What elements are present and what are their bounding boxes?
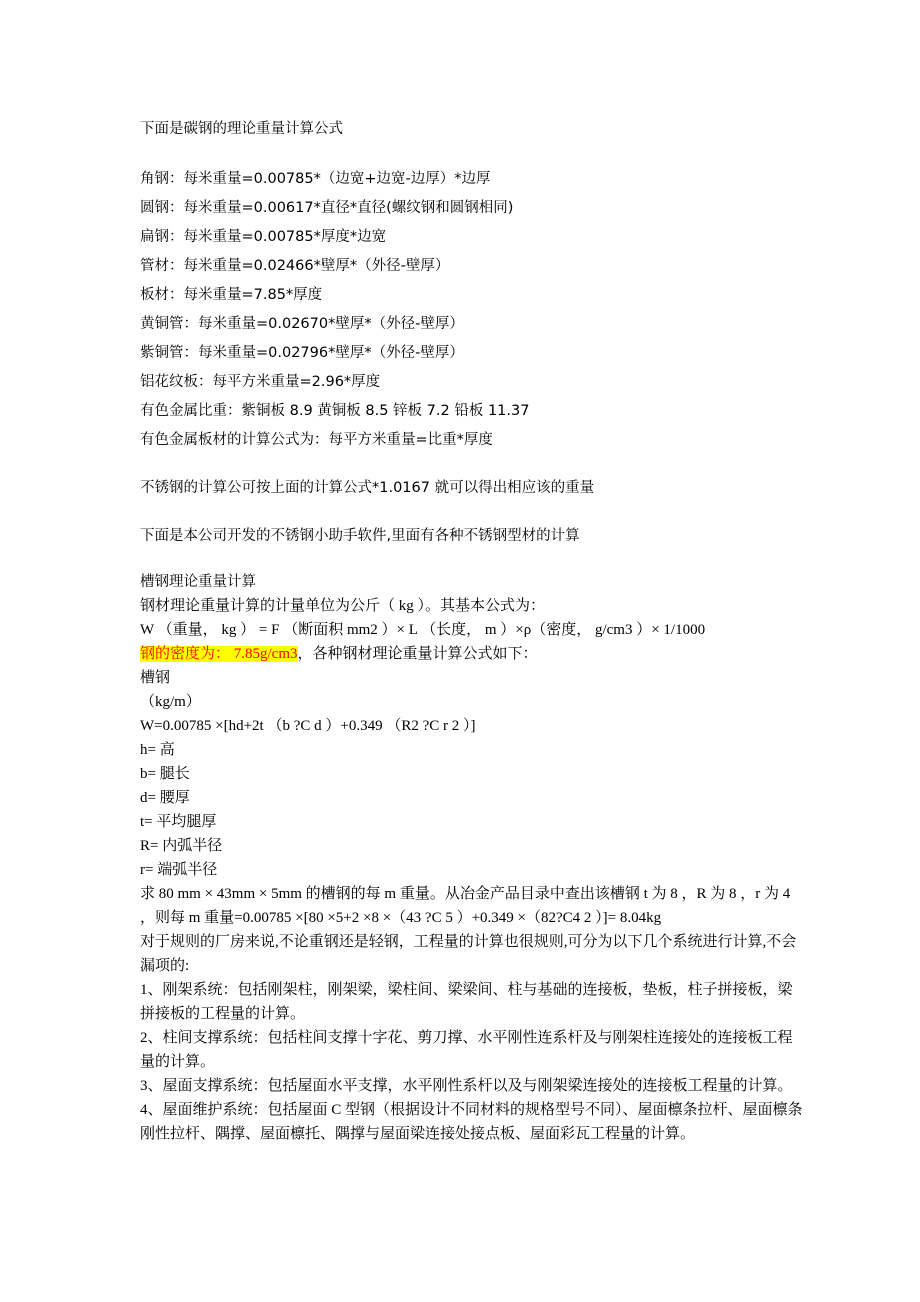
channel-name: 槽钢 [140,670,171,686]
formula-aluminum-checker-plate: 铝花纹板：每平方米重量=2.96*厚度 [140,374,381,390]
channel-intro: 钢材理论重量计算的计量单位为公斤（ kg ）。其基本公式为： [140,598,546,614]
stainless-steel-note: 不锈钢的计算公可按上面的计算公式*1.0167 就可以得出相应该的重量 [140,480,595,496]
paragraph-roof-enclosure: 4、屋面维护系统：包括屋面 C 型钢（根据设计不同材料的规格型号不同）、屋面檩条拉杆、屋面檩条刚性拉杆、隅撑、屋面檩托、隅撑与屋面梁连接处接点板、屋面彩瓦工程量的计算。 [140,1102,803,1142]
variable-h: h= 高 [140,742,175,758]
formula-brass-pipe: 黄铜管：每米重量=0.02670*壁厚*（外径-壁厚） [140,316,464,332]
channel-title: 槽钢理论重量计算 [140,574,256,590]
variable-d: d= 腰厚 [140,790,190,806]
variable-t: t= 平均腿厚 [140,814,217,830]
formula-copper-pipe: 紫铜管：每米重量=0.02796*壁厚*（外径-壁厚） [140,345,464,361]
channel-steel-section [140,570,805,1146]
variable-b: b= 腿长 [140,766,190,782]
formula-list [140,165,805,455]
paragraph-intro: 对于规则的厂房来说,不论重钢还是轻钢，工程量的计算也很规则,可分为以下几个系统进行计算,不会漏项的: [140,934,797,974]
formula-round-steel: 圆钢：每米重量=0.00617*直径*直径(螺纹钢和圆钢相同) [140,200,514,216]
density-rest: ，各种钢材理论重量计算公式如下： [297,646,538,662]
channel-unit: （kg/m） [140,694,201,710]
paragraph-roof-bracing: 3、屋面支撑系统：包括屋面水平支撑，水平刚性系杆以及与刚架梁连接处的连接板工程量的计算。 [140,1078,793,1094]
nonferrous-plate-formula: 有色金属板材的计算公式为：每平方米重量=比重*厚度 [140,432,493,448]
paragraph-column-bracing: 2、柱间支撑系统：包括柱间支撑十字花、剪刀撑、水平刚性连系杆及与刚架柱连接处的连接板工程量的计算。 [140,1030,793,1070]
nonferrous-density-list: 有色金属比重：紫铜板 8.9 黄铜板 8.5 锌板 7.2 铅板 11.37 [140,403,530,419]
document-body [140,115,805,1146]
section-heading-carbon-steel: 下面是碳钢的理论重量计算公式 [140,121,343,137]
paragraph-frame-system: 1、刚架系统：包括刚架柱，刚架梁，梁柱间、梁梁间、柱与基础的连接板，垫板，柱子拼接板，梁拼接板的工程量的计算。 [140,982,793,1022]
base-formula: W （重量， kg ） = F （断面积 mm2 ）× L （长度， m ）×ρ（密度， g/cm3 ）× 1/1000 [140,622,706,638]
variable-r: r= 端弧半径 [140,862,218,878]
formula-pipe: 管材：每米重量=0.02466*壁厚*（外径-壁厚） [140,258,450,274]
worked-example: 求 80 mm × 43mm × 5mm 的槽钢的每 m 重量。从冶金产品目录中查出该槽钢 t 为 8 ，R 为 8 ，r 为 4 ，则每 m 重量=0.00785 ×[80 ×5+2 ×8 ×（43 ?C 5 ）+0.349 ×（82?C4 2 ）]= 8.04kg [140,886,791,926]
software-note: 下面是本公司开发的不锈钢小助手软件,里面有各种不锈钢型材的计算 [140,528,580,544]
density-line [140,642,805,666]
formula-plate: 板材：每米重量=7.85*厚度 [140,287,323,303]
channel-formula: W=0.00785 ×[hd+2t （b ?C d ）+0.349 （R2 ?C r 2 ）] [140,718,476,734]
formula-angle-steel: 角钢：每米重量=0.00785*（边宽+边宽-边厚）*边厚 [140,171,491,187]
formula-flat-steel: 扁钢：每米重量=0.00785*厚度*边宽 [140,229,387,245]
density-highlight: 钢的密度为： 7.85g/cm3 [140,646,298,662]
variable-R: R= 内弧半径 [140,838,223,854]
